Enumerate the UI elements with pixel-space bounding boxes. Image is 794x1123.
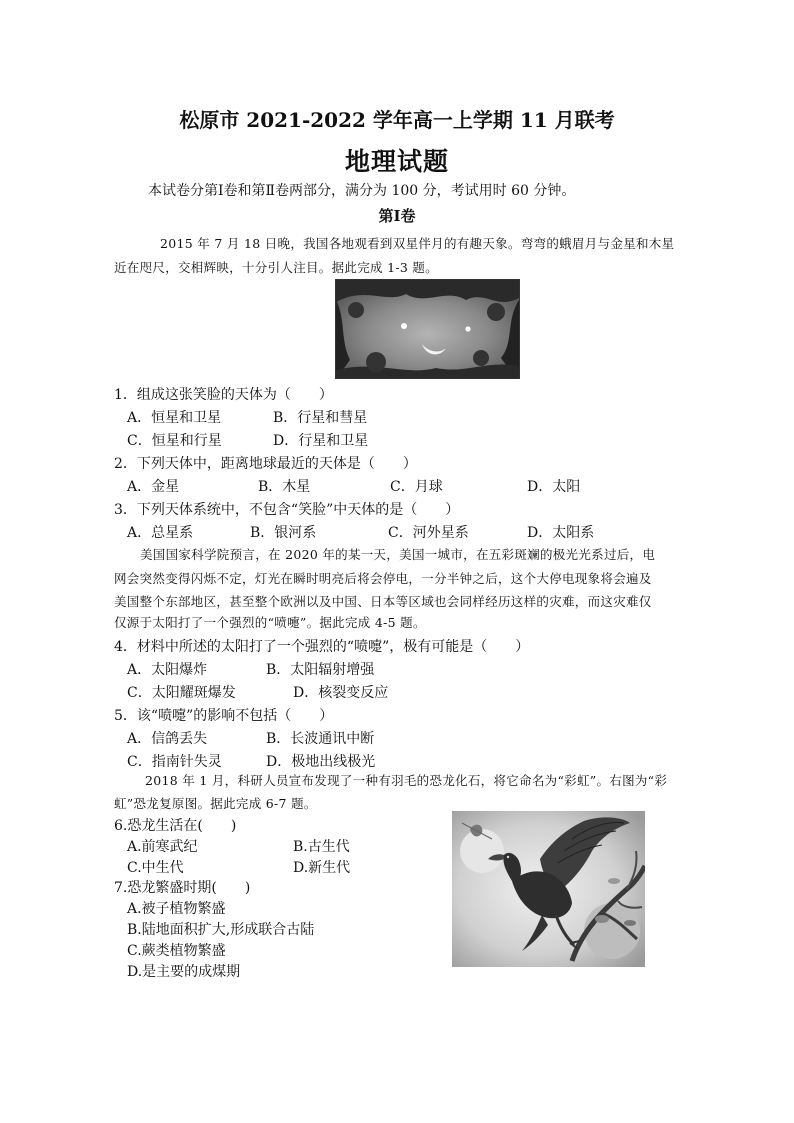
q7-option-d[interactable]: D.是主要的成煤期 [127,964,241,980]
q3-stem: 3．下列天体系统中，不包含“笑脸”中天体的是（ ） [114,502,460,518]
q3-option-c[interactable]: C．河外星系 [388,525,469,541]
q7-option-a[interactable]: A.被子植物繁盛 [127,901,226,917]
q3-option-b[interactable]: B．银河系 [250,525,317,541]
q1-stem: 1．组成这张笑脸的天体为（ ） [114,387,333,403]
q3-option-d[interactable]: D．太阳系 [527,525,595,541]
passage3-line2: 虹”恐龙复原图。据此完成 6-7 题。 [114,796,317,811]
passage3-line1: 2018 年 1 月，科研人员宣布发现了一种有羽毛的恐龙化石，将它命名为“彩虹”。右图为“彩 [145,773,668,788]
q1-option-d[interactable]: D．行星和卫星 [273,433,369,449]
part-heading: 第Ⅰ卷 [378,207,416,225]
passage2-line2: 网会突然变得闪烁不定，灯光在瞬时明亮后将会停电，一分半钟之后，这个大停电现象将会遍及 [114,571,652,586]
q5-option-c[interactable]: C．指南针失灵 [127,754,222,770]
q2-stem: 2．下列天体中，距离地球最近的天体是（ ） [114,456,417,472]
q2-option-c[interactable]: C．月球 [390,479,443,495]
q7-option-c[interactable]: C.蕨类植物繁盛 [127,943,226,959]
q7-option-b[interactable]: B.陆地面积扩大,形成联合古陆 [127,922,315,938]
q4-option-b[interactable]: B．太阳辐射增强 [266,662,375,678]
q5-option-b[interactable]: B．长波通讯中断 [266,731,375,747]
q4-option-c[interactable]: C．太阳耀斑爆发 [127,685,236,701]
exam-intro: 本试卷分第Ⅰ卷和第Ⅱ卷两部分，满分为 100 分，考试用时 60 分钟。 [148,183,576,199]
passage2-line1: 美国国家科学院预言，在 2020 年的某一天，美国一城市，在五彩斑斓的极光光系过后，电 [140,547,656,562]
q4-option-d[interactable]: D．核裂变反应 [293,685,389,701]
q6-option-c[interactable]: C.中生代 [127,860,184,876]
q1-option-b[interactable]: B．行星和彗星 [273,410,368,426]
q3-option-a[interactable]: A．总星系 [127,525,194,541]
moon-venus-jupiter-photo [335,279,520,379]
q2-option-a[interactable]: A．金星 [127,479,180,495]
q7-stem: 7.恐龙繁盛时期( ) [114,880,251,896]
q4-option-a[interactable]: A．太阳爆炸 [127,662,208,678]
passage2-line4: 仅源于太阳打了一个强烈的“喷嚏”。据此完成 4-5 题。 [114,615,426,630]
subject-title: 地理试题 [344,147,449,176]
q6-option-a[interactable]: A.前寒武纪 [127,839,198,855]
q4-stem: 4．材料中所述的太阳打了一个强烈的“喷嚏”，极有可能是（ ） [114,639,530,655]
passage1-line1: 2015 年 7 月 18 日晚，我国各地观看到双星伴月的有趣天象。弯弯的蛾眉月与金星和木星 [160,236,675,251]
q1-option-c[interactable]: C．恒星和行星 [127,433,222,449]
q5-stem: 5．该“喷嚏”的影响不包括（ ） [114,708,334,724]
q1-option-a[interactable]: A．恒星和卫星 [127,410,222,426]
q6-option-d[interactable]: D.新生代 [293,860,351,876]
q6-stem: 6.恐龙生活在( ) [114,818,237,834]
q5-option-d[interactable]: D．极地出线极光 [266,754,376,770]
passage2-line3: 美国整个东部地区，甚至整个欧洲以及中国、日本等区域也会同样经历这样的灾难，而这灾难仅 [114,594,652,609]
feathered-dinosaur-image [452,811,645,967]
q5-option-a[interactable]: A．信鸽丢失 [127,731,208,747]
q2-option-d[interactable]: D．太阳 [527,479,581,495]
page-title: 松原市 2021-2022 学年高一上学期 11 月联考 [179,108,615,132]
passage1-line2: 近在咫尺，交相辉映，十分引人注目。据此完成 1-3 题。 [114,260,438,275]
q2-option-b[interactable]: B．木星 [258,479,311,495]
q6-option-b[interactable]: B.古生代 [293,839,350,855]
